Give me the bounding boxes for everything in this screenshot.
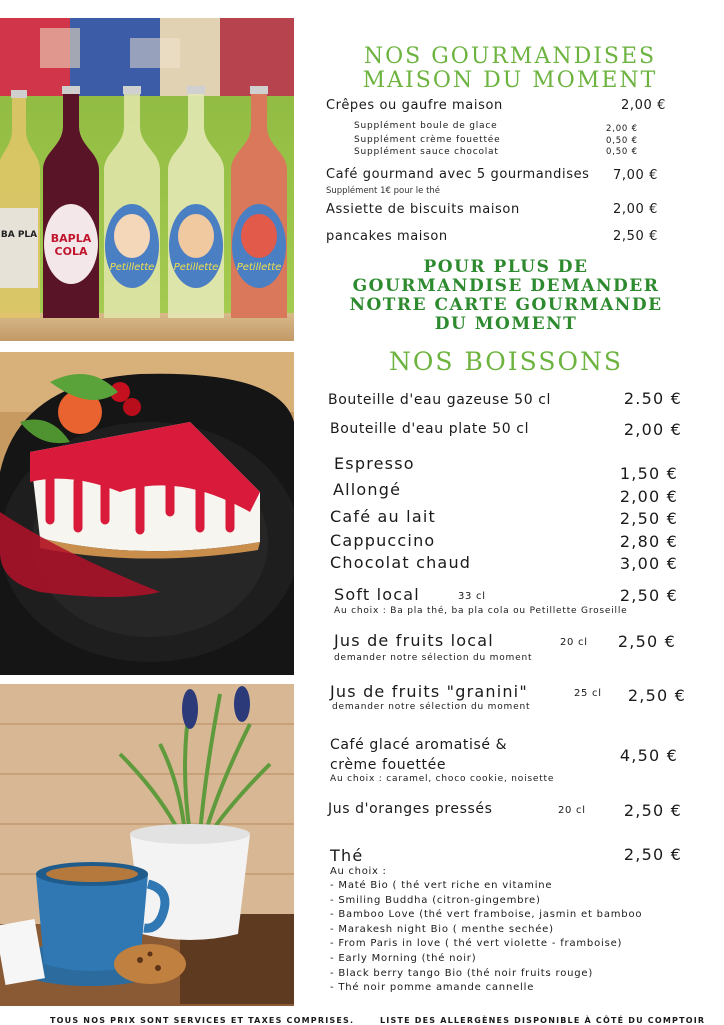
cafe-glace-label-line1: Café glacé aromatisé & bbox=[330, 737, 508, 753]
supplement-glace-price: 2,00 € bbox=[606, 124, 638, 134]
carte-notice-line1: POUR PLUS DE bbox=[423, 257, 589, 277]
supplement-glace-label: Supplément boule de glace bbox=[354, 121, 498, 131]
carte-notice-line3: NOTRE CARTE GOURMANDE bbox=[349, 295, 663, 315]
allonge-label: Allongé bbox=[333, 480, 402, 499]
cafe-au-lait-price: 2,50 € bbox=[619, 509, 678, 528]
cafe-glace-label-line2: crème fouettée bbox=[330, 757, 447, 773]
allonge-price: 2,00 € bbox=[619, 487, 678, 506]
eau-gazeuse-price: 2.50 € bbox=[623, 389, 682, 408]
footer-prices-note: TOUS NOS PRIX SONT SERVICES ET TAXES COMPRISES. bbox=[50, 1016, 355, 1025]
bottle-2-label: BAPLA COLA bbox=[50, 232, 92, 258]
bottles-photo bbox=[0, 18, 294, 341]
coffee-photo bbox=[0, 684, 294, 1006]
jus-local-label: Jus de fruits local bbox=[334, 631, 494, 650]
bottle-1 bbox=[0, 90, 40, 318]
cappuccino-price: 2,80 € bbox=[619, 532, 678, 551]
cafe-gourmand-label: Café gourmand avec 5 gourmandises bbox=[326, 167, 590, 182]
cafe-au-lait-label: Café au lait bbox=[330, 507, 436, 526]
pancakes-price: 2,50 € bbox=[613, 229, 658, 244]
jus-oranges-size: 20 cl bbox=[558, 805, 586, 816]
list-item: - Thé noir pomme amande cannelle bbox=[330, 982, 535, 994]
jus-granini-label: Jus de fruits "granini" bbox=[330, 682, 528, 701]
cafe-glace-note: Au choix : caramel, choco cookie, noisette bbox=[330, 774, 555, 784]
cafe-glace-price: 4,50 € bbox=[619, 746, 678, 765]
jus-local-price: 2,50 € bbox=[617, 632, 676, 651]
eau-plate-label: Bouteille d'eau plate 50 cl bbox=[330, 421, 530, 437]
chocolat-chaud-label: Chocolat chaud bbox=[330, 553, 472, 572]
espresso-price: 1,50 € bbox=[619, 464, 678, 483]
supplement-chocolat-price: 0,50 € bbox=[606, 147, 638, 157]
supplement-chocolat-label: Supplément sauce chocolat bbox=[354, 147, 499, 157]
supplement-creme-price: 0,50 € bbox=[606, 136, 638, 146]
soft-local-label: Soft local bbox=[334, 585, 420, 604]
jus-granini-price: 2,50 € bbox=[627, 686, 686, 705]
carte-notice-line2: GOURMANDISE DEMANDER bbox=[352, 276, 660, 296]
pancakes-label: pancakes maison bbox=[326, 229, 448, 244]
cappuccino-label: Cappuccino bbox=[330, 531, 436, 550]
cafe-gourmand-price: 7,00 € bbox=[613, 168, 658, 183]
jus-local-note: demander notre sélection du moment bbox=[334, 653, 533, 663]
jus-oranges-label: Jus d'oranges pressés bbox=[328, 801, 493, 817]
soft-local-note: Au choix : Ba pla thé, ba pla cola ou Petillette Groseille bbox=[334, 606, 628, 616]
biscuits-price: 2,00 € bbox=[613, 202, 658, 217]
list-item: - Smiling Buddha (citron-gingembre) bbox=[330, 894, 541, 906]
list-item: - Bamboo Love (thé vert framboise, jasmin et bamboo bbox=[330, 909, 643, 921]
chocolat-chaud-price: 3,00 € bbox=[619, 554, 678, 573]
gourmandises-title-line2: MAISON DU MOMENT bbox=[362, 68, 658, 93]
list-item: - From Paris in love ( thé vert violette - framboise) bbox=[330, 938, 623, 950]
gourmandises-title bbox=[330, 45, 690, 93]
crepes-price: 2,00 € bbox=[621, 98, 666, 113]
supplement-creme-label: Supplément crème fouettée bbox=[354, 135, 501, 145]
the-intro: Au choix : bbox=[330, 866, 387, 877]
list-item: - Black berry tango Bio (thé noir fruits rouge) bbox=[330, 967, 594, 979]
footer-allergens-note: LISTE DES ALLERGÈNES DISPONIBLE À CÔTÉ DU COMPTOIR bbox=[380, 1016, 706, 1025]
bottle-4 bbox=[166, 86, 226, 318]
bottle-4-label: Petillette bbox=[173, 262, 219, 273]
carte-notice-line4: DU MOMENT bbox=[434, 314, 578, 334]
list-item: - Marakesh night Bio ( menthe sechée) bbox=[330, 923, 554, 935]
eau-plate-price: 2,00 € bbox=[623, 420, 682, 439]
bottle-5-label: Petillette bbox=[236, 262, 282, 273]
cafe-gourmand-note: Supplément 1€ pour le thé bbox=[326, 186, 441, 196]
jus-local-size: 20 cl bbox=[560, 637, 588, 648]
crepes-label: Crêpes ou gaufre maison bbox=[326, 98, 503, 113]
jus-granini-size: 25 cl bbox=[574, 688, 602, 699]
jus-granini-note: demander notre sélection du moment bbox=[332, 702, 531, 712]
espresso-label: Espresso bbox=[334, 454, 415, 473]
list-item: - Maté Bio ( thé vert riche en vitamine bbox=[330, 880, 553, 891]
bottle-3 bbox=[102, 86, 162, 318]
jus-oranges-price: 2,50 € bbox=[623, 801, 682, 820]
the-price: 2,50 € bbox=[623, 845, 682, 864]
bottle-3-label: Petillette bbox=[109, 262, 155, 273]
bottle-1-label: BA PLA bbox=[0, 230, 38, 240]
the-label: Thé bbox=[330, 846, 364, 865]
the-choices-list bbox=[330, 879, 642, 996]
list-item: - Early Morning (thé noir) bbox=[330, 952, 477, 964]
bottle-2 bbox=[42, 86, 100, 318]
bottle-5 bbox=[228, 86, 290, 318]
eau-gazeuse-label: Bouteille d'eau gazeuse 50 cl bbox=[328, 392, 552, 408]
biscuits-label: Assiette de biscuits maison bbox=[326, 202, 520, 217]
cheesecake-photo bbox=[0, 352, 294, 675]
boissons-title: NOS BOISSONS bbox=[389, 347, 623, 376]
soft-local-size: 33 cl bbox=[458, 591, 486, 602]
gourmandises-title-line1: NOS GOURMANDISES bbox=[363, 44, 657, 69]
soft-local-price: 2,50 € bbox=[619, 586, 678, 605]
carte-notice bbox=[326, 258, 686, 334]
